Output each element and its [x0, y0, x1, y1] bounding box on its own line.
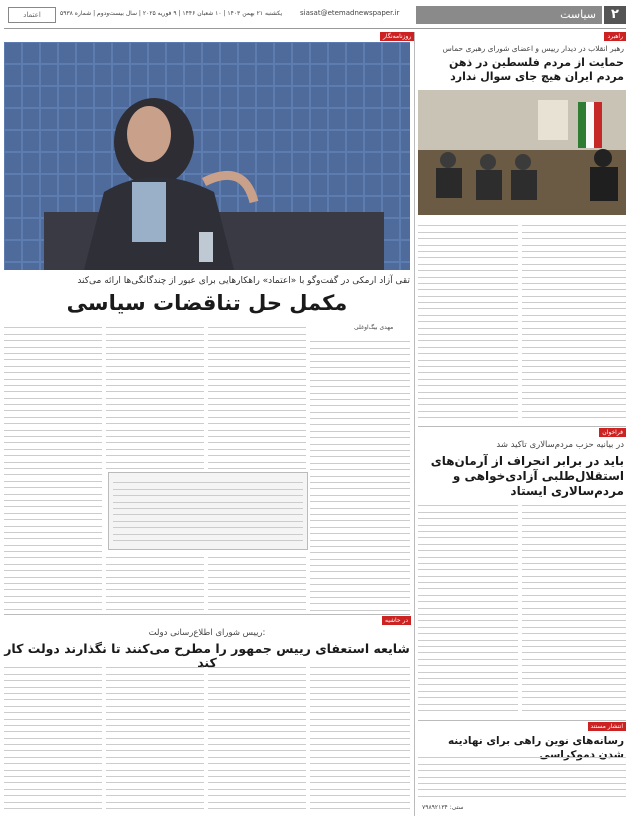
interview-headline: مکمل حل تناقضات سیاسی: [66, 291, 348, 315]
divider: [418, 426, 626, 427]
bottom-body-col2: [106, 662, 204, 814]
meeting-photo-art: [418, 90, 626, 215]
pullquote-box: [108, 472, 308, 550]
interview-photo: [4, 42, 410, 270]
pullquote-text: [113, 477, 303, 545]
bottom-tag: در حاشیه: [382, 616, 411, 625]
story-source: ستی: ۷۹۸۹۲۱۳۴: [422, 804, 464, 811]
story-body-2: [522, 500, 626, 715]
interview-body-col3b: [208, 552, 306, 612]
header-rule: [4, 28, 626, 29]
bottom-body-col1: [4, 662, 102, 814]
story-headline: باید در برابر انحراف از آرمان‌های استقلال‌طلبی آزادی‌خواهی و مردم‌سالاری ایستاد: [430, 454, 624, 498]
section-title: سیاست: [416, 6, 602, 24]
story-kicker: در بیانیه حزب مردم‌سالاری تاکید شد: [496, 440, 624, 450]
interview-kicker: تقی آزاد ارمکی در گفت‌وگو با «اعتماد» راهکارهایی برای عبور از چندگانگی‌ها ارائه می‌کند: [77, 276, 410, 286]
interview-body-col4: [310, 336, 410, 612]
meeting-photo: [418, 90, 626, 215]
story-body-2: [522, 220, 626, 420]
dateline: یکشنبه ۲۱ بهمن ۱۴۰۳ | ۱۰ شعبان ۱۴۴۶ | ۹ فوریه ۲۰۲۵ | سال بیست‌ودوم | شماره ۵۹۳۸: [60, 10, 283, 17]
right-mid-story: [418, 428, 626, 718]
story-body: [418, 752, 626, 802]
section-email: siasat@etemadnewspaper.ir: [300, 9, 400, 17]
column-separator: [414, 32, 415, 816]
interview-body-col1: [4, 322, 102, 612]
story-kicker: رهبر انقلاب در دیدار رییس و اعضای شورای رهبری حماس: [442, 44, 624, 53]
page-header: [0, 0, 630, 28]
bottom-kicker: رییس شورای اطلاع‌رسانی دولت:: [148, 628, 266, 638]
newspaper-logo: اعتماد: [8, 7, 56, 23]
story-body: [418, 220, 518, 420]
divider: [4, 614, 410, 615]
interview-byline: مهدی بیگ‌اوغلی: [354, 324, 394, 331]
story-body: [418, 500, 518, 715]
bottom-body-col3: [208, 662, 306, 814]
right-bottom-story: [418, 722, 626, 816]
page-number: ۲: [604, 6, 626, 24]
interview-body-col3: [208, 322, 306, 470]
story-tag: راهبرد: [604, 32, 626, 41]
interview-body-col2b: [106, 552, 204, 612]
story-headline: حمایت از مردم فلسطین در ذهن مردم ایران هیچ جای سوال ندارد: [449, 56, 624, 83]
divider: [418, 720, 626, 721]
story-tag: فراخوان: [599, 428, 626, 437]
story-headline: رسانه‌های نوین راهی برای نهادینه شدن دموکراسی: [447, 735, 624, 761]
bottom-body-col4: [310, 662, 410, 814]
interview-body-col2: [106, 322, 204, 470]
bottom-headline: شایعه استعفای رییس جمهور را مطرح می‌کنند تا نگذارند دولت کار کند: [4, 641, 410, 670]
story-tag: انتشار مستند: [588, 722, 626, 731]
interview-tag: روزنامه‌نگار: [380, 32, 414, 41]
right-top-story: [418, 32, 626, 422]
interview-photo-art: [4, 42, 410, 270]
